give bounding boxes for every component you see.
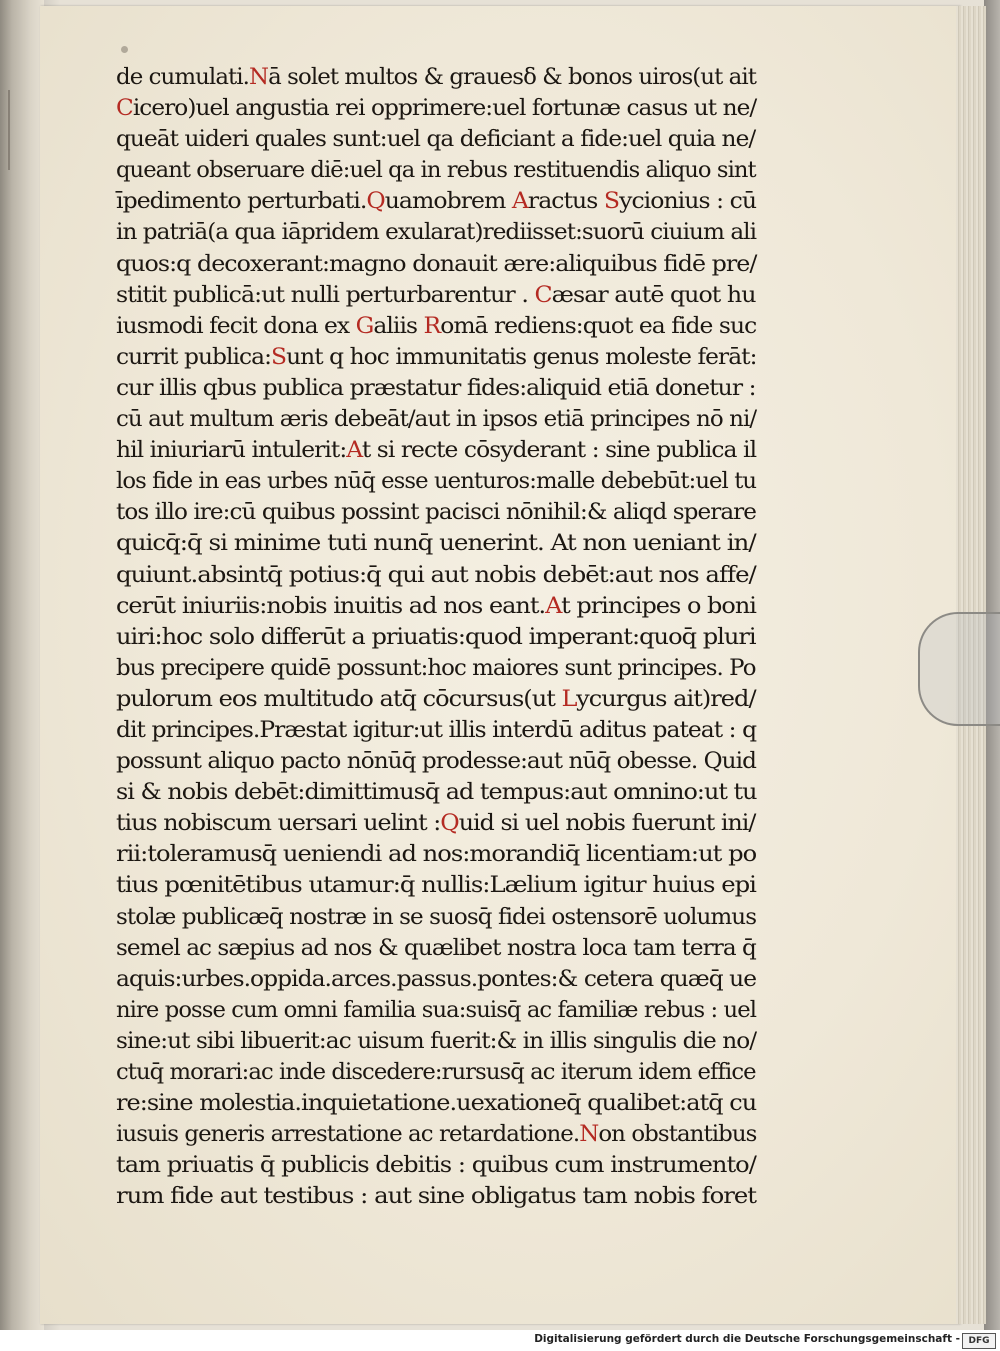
text-segment: in patriā(a qua iāpridem exularat)rediisset:suorū ciuium ali xyxy=(116,219,757,246)
text-line xyxy=(116,62,796,93)
rubricated-initial: A xyxy=(346,437,362,464)
text-segment: iusuis generis arrestatione ac retardatione. xyxy=(116,1121,580,1148)
rubricated-initial: Q xyxy=(366,188,385,215)
text-segment: uiri:hoc solo differūt a priuatis:quod imperant:quoq̄ pluri xyxy=(116,623,756,650)
text-segment: ycurgus ait)red/ xyxy=(576,685,756,712)
text-line xyxy=(116,1088,829,1119)
digitization-footer xyxy=(0,1330,1000,1351)
rubricated-initial: S xyxy=(271,343,287,370)
text-segment: aliis xyxy=(373,312,424,339)
text-segment: dit principes.Præstat igitur:ut illis interdū aditus pateat : q xyxy=(116,716,757,743)
text-line xyxy=(116,497,803,528)
text-segment: cur illis qbus publica præstatur fides:aliquid etiā donetur : xyxy=(116,374,756,401)
text-segment: semel ac sæpius ad nos & quælibet nostra loca tam terra q̄ xyxy=(116,934,756,961)
text-segment: possunt aliquo pacto nōnūq̄ prodesse:aut nūq̄ obesse. Quid xyxy=(116,748,756,775)
text-segment: omā rediens:quot ea fide suc xyxy=(440,312,757,339)
text-segment: tos illo ire:cū quibus possint pacisci nōnihil:& aliqd sperare xyxy=(116,499,756,526)
rubricated-initial: G xyxy=(355,312,374,339)
text-segment: uid si uel nobis fuerunt ini/ xyxy=(458,810,756,837)
text-segment: quicq̄:q̄ si minime tuti nunq̄ uenerint. At non ueniant in/ xyxy=(116,530,756,557)
rubricated-initial: N xyxy=(579,1121,599,1148)
text-segment: unt q hoc immunitatis genus moleste ferāt: xyxy=(286,343,757,370)
text-line xyxy=(116,342,810,373)
text-segment: queāt uideri quales sunt:uel qa deficiant a fide:uel quia ne/ xyxy=(116,126,756,153)
rubricated-initial: S xyxy=(603,188,620,215)
text-segment: sine:ut sibi libuerit:ac uisum fuerit:& in illis singulis die no/ xyxy=(116,1027,757,1054)
facing-page-edge xyxy=(0,0,44,1330)
text-segment: ycionius : cū xyxy=(619,188,757,215)
text-line xyxy=(116,777,825,808)
text-segment: icero)uel angustia rei opprimere:uel fortunæ casus ut ne/ xyxy=(132,95,757,122)
text-segment: cerūt iniuriis:nobis inuitis ad nos eant. xyxy=(116,592,546,619)
text-line xyxy=(116,373,813,404)
text-segment: æsar autē quot hu xyxy=(551,281,756,308)
text-segment: t si recte cōsyderant : sine publica il xyxy=(361,437,757,464)
text-line xyxy=(116,808,821,839)
text-segment: quos:q decoxerant:magno donauit ære:aliquibus fidē pre/ xyxy=(116,250,757,277)
text-line xyxy=(116,684,831,715)
rubricated-initial: A xyxy=(511,188,528,215)
text-line xyxy=(116,1119,796,1150)
text-segment: de cumulati. xyxy=(116,64,250,90)
page-clip xyxy=(918,612,1000,726)
text-line xyxy=(116,591,828,622)
text-segment: cū aut multum æris debeāt/aut in ipsos etiā principes nō ni/ xyxy=(116,406,757,433)
text-segment: bus precipere quidē possunt:hoc maiores sunt principes. Po xyxy=(116,654,756,681)
text-segment: ā solet multos & grauesẟ & bonos uiros(ut ait xyxy=(268,64,757,90)
text-segment: tam priuatis q̄ publicis debitis : quibus cum instrumento/ xyxy=(116,1152,756,1179)
text-line xyxy=(116,435,812,466)
text-line xyxy=(116,186,816,217)
rubricated-initial: C xyxy=(534,281,552,308)
text-segment: tius pœnitētibus utamur:q̄ nullis:Lælium igitur huius epi xyxy=(116,872,756,899)
text-segment: quiunt.absintq̄ potius:q̄ qui aut nobis debēt:aut nos affe/ xyxy=(116,561,756,588)
text-segment: los fide in eas urbes nūq̄ esse uenturos:malle debebūt:uel tu xyxy=(116,468,757,495)
rubricated-initial: A xyxy=(545,592,562,619)
text-line xyxy=(116,1057,791,1088)
text-line xyxy=(116,1026,806,1057)
text-line xyxy=(116,1181,839,1212)
text-segment: queant obseruare diē:uel qa in rebus restituendis aliquo sint xyxy=(116,157,756,184)
dfg-logo-icon: DFG xyxy=(962,1333,996,1349)
foxing-spot xyxy=(121,46,128,53)
text-line xyxy=(116,280,821,311)
text-segment: re:sine molestia.inquietatione.uexationeq̄ qualibet:atq̄ cu xyxy=(116,1090,757,1117)
text-segment: uamobrem xyxy=(384,188,512,215)
text-line xyxy=(116,870,838,901)
text-line xyxy=(116,715,811,746)
text-line xyxy=(116,155,789,186)
text-line xyxy=(116,902,802,933)
text-line xyxy=(116,93,806,124)
text-segment: tius nobiscum uersari uelint : xyxy=(116,810,441,837)
text-segment: rii:toleramusq̄ ueniendi ad nos:morandiq̄ licentiam:ut po xyxy=(116,841,757,868)
text-line xyxy=(116,217,803,248)
rubricated-initial: N xyxy=(249,64,269,90)
text-segment: stolæ publicæq̄ nostræ in se suosq̄ fidei ostensorē uolumus xyxy=(116,903,757,930)
rubricated-initial: Q xyxy=(440,810,459,837)
text-line xyxy=(116,528,845,559)
text-line xyxy=(116,839,835,870)
text-line xyxy=(116,746,804,777)
text-segment: iusmodi fecit dona ex xyxy=(116,312,356,339)
text-segment: rum fide aut testibus : aut sine obligatus tam nobis foret xyxy=(116,1183,757,1210)
text-segment: on obstantibus xyxy=(598,1121,757,1148)
text-segment: hil iniuriarū intulerit: xyxy=(116,437,347,464)
text-line xyxy=(116,933,803,964)
text-segment: ractus xyxy=(527,188,604,215)
text-line xyxy=(116,964,810,995)
incunabulum-text-block xyxy=(116,62,776,1212)
text-segment: īpedimento perturbati. xyxy=(116,188,367,215)
text-line xyxy=(116,404,798,435)
rubricated-initial: L xyxy=(561,685,577,712)
text-segment: aquis:urbes.oppida.arces.passus.pontes:& cetera quæq̄ ue xyxy=(116,965,757,992)
rubricated-initial: C xyxy=(116,95,133,122)
text-segment: currit publica: xyxy=(116,343,272,370)
text-line xyxy=(116,249,822,280)
text-segment: pulorum eos multitudo atq̄ cōcursus(ut xyxy=(116,685,562,712)
text-line xyxy=(116,560,842,591)
text-line xyxy=(116,995,791,1026)
text-line xyxy=(116,1150,833,1181)
text-segment: nire posse cum omni familia sua:suisq̄ ac familiæ rebus : uel xyxy=(116,996,757,1023)
text-segment: ctuq̄ morari:ac inde discedere:rursusq̄ ac iterum idem effice xyxy=(116,1059,756,1085)
text-line xyxy=(116,653,795,684)
text-segment: si & nobis debēt:dimittimusq̄ ad tempus:aut omnino:ut tu xyxy=(116,779,757,806)
text-line xyxy=(116,124,807,155)
text-segment: t principes o boni xyxy=(561,592,756,619)
rubricated-initial: R xyxy=(423,312,441,339)
text-line xyxy=(116,466,792,497)
footer-credit: Digitalisierung gefördert durch die Deutsche Forschungsgemeinschaft - xyxy=(534,1333,960,1345)
text-line xyxy=(116,311,812,342)
text-segment: stitit publicā:ut nulli perturbarentur . xyxy=(116,281,535,308)
text-line xyxy=(116,622,832,653)
